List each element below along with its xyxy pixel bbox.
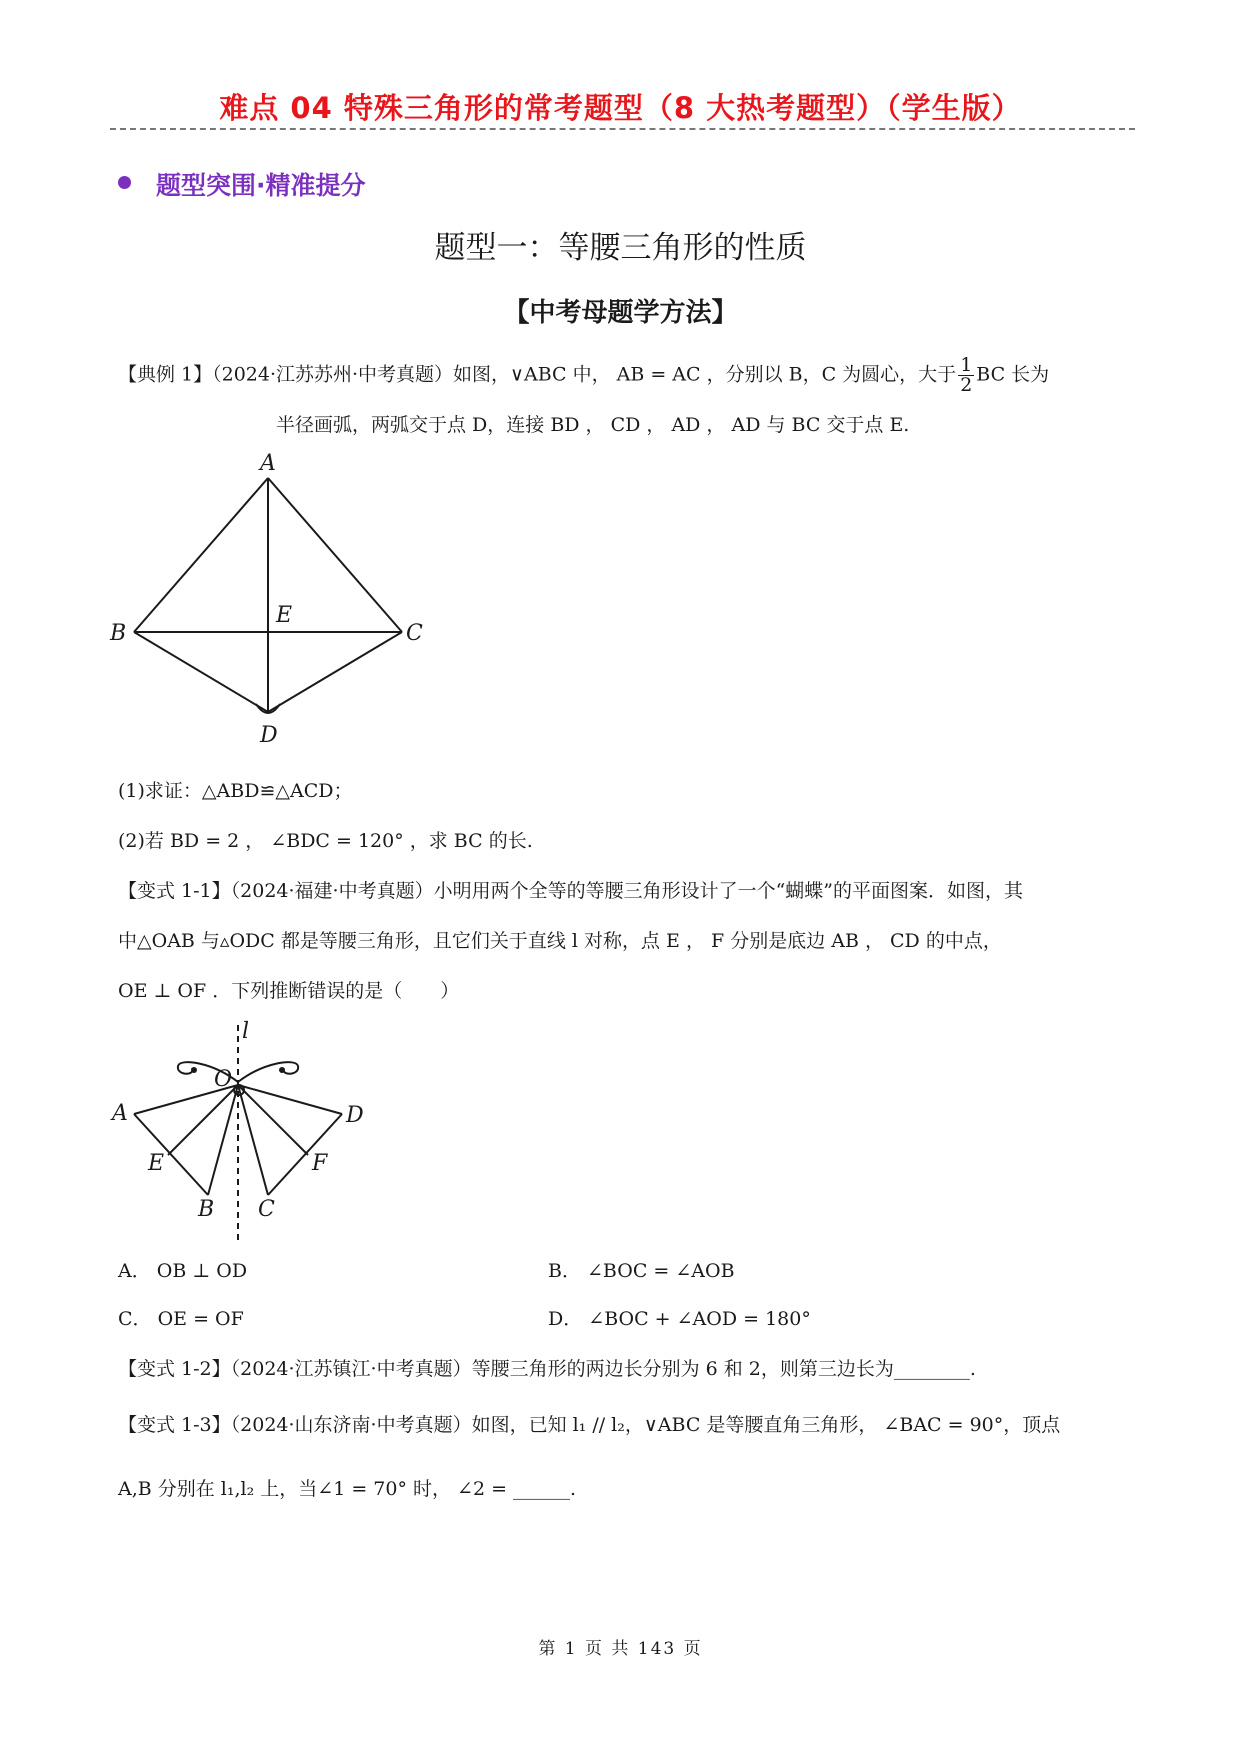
variant1-1-line2: 中△OAB 与▵ODC 都是等腰三角形，且它们关于直线 l 对称，点 E ， F 分别是底边 AB ， CD 的中点，: [118, 930, 1002, 952]
example1-question1: (1)求证：△ABD≌△ACD；: [118, 780, 353, 802]
label-c: C: [406, 621, 423, 646]
segment-oc: [238, 1085, 268, 1195]
example1-line2: 半径画弧，两弧交于点 D，连接 BD ， CD ， AD ， AD 与 BC 交于点 E.: [276, 414, 910, 436]
label-b: B: [198, 1197, 215, 1222]
example1-text-b: BC 长为: [976, 363, 1050, 386]
topic-title: 题型一：等腰三角形的性质: [434, 230, 807, 266]
label-l: l: [242, 1019, 250, 1044]
label-d: D: [260, 723, 278, 748]
figure-kite-abcd: [100, 440, 440, 760]
label-d: D: [346, 1103, 364, 1128]
document-title: 难点 04 特殊三角形的常考题型（8 大热考题型）（学生版）: [219, 91, 1022, 125]
option-b: B． ∠BOC = ∠AOB: [548, 1260, 735, 1282]
label-f: F: [312, 1151, 328, 1176]
method-heading: 【中考母题学方法】: [503, 298, 738, 328]
left-antenna-tip: [191, 1067, 197, 1073]
label-c: C: [258, 1197, 275, 1222]
label-b: B: [110, 621, 127, 646]
example1-text-a: 【典例 1】（2024·江苏苏州·中考真题）如图，∨ABC 中， AB = AC ，分别以 B，C 为圆心，大于: [118, 363, 957, 386]
option-c: C． OE = OF: [118, 1308, 244, 1330]
variant1-2-text: 【变式 1-2】（2024·江苏镇江·中考真题）等腰三角形的两边长分别为 6 和 2，则第三边长为________.: [118, 1358, 976, 1380]
segment-ab: [134, 478, 268, 632]
example1-question2: (2)若 BD = 2 ， ∠BDC = 120° ，求 BC 的长.: [118, 830, 533, 852]
section-heading: 题型突围·精准提分: [156, 171, 366, 200]
page-footer: 第 1 页 共 143 页: [538, 1639, 703, 1659]
variant1-3-line1: 【变式 1-3】（2024·山东济南·中考真题）如图，已知 l₁ // l₂，∨ABC 是等腰直角三角形， ∠BAC = 90°，顶点: [118, 1414, 1061, 1436]
segment-ob: [208, 1085, 238, 1195]
segment-cd: [268, 632, 402, 712]
variant1-1-line1: 【变式 1-1】（2024·福建·中考真题）小明用两个全等的等腰三角形设计了一个“蝴蝶”的平面图案．如图，其: [118, 880, 1023, 902]
right-antenna-tip: [279, 1067, 285, 1073]
figure-butterfly: [100, 1010, 420, 1250]
option-d: D． ∠BOC + ∠AOD = 180°: [548, 1308, 811, 1330]
fraction-denominator: 2: [960, 374, 973, 396]
label-e: E: [148, 1151, 165, 1176]
label-e: E: [276, 603, 293, 628]
option-a: A． OB ⊥ OD: [118, 1260, 248, 1282]
label-a: A: [112, 1101, 128, 1126]
bullet-icon: [118, 176, 131, 189]
right-antenna: [238, 1062, 298, 1082]
variant1-1-line3: OE ⊥ OF ．下列推断错误的是（ ）: [118, 980, 460, 1002]
segment-bd: [134, 632, 268, 712]
label-o: O: [214, 1067, 233, 1092]
example1-line1: [118, 356, 1049, 395]
label-a: A: [260, 451, 276, 476]
fraction-numerator: 1: [960, 354, 973, 376]
title-divider: [110, 128, 1135, 130]
variant1-3-line2: A,B 分别在 l₁,l₂ 上，当∠1 = 70° 时， ∠2 = ______.: [118, 1478, 577, 1500]
half-fraction: [958, 356, 974, 395]
